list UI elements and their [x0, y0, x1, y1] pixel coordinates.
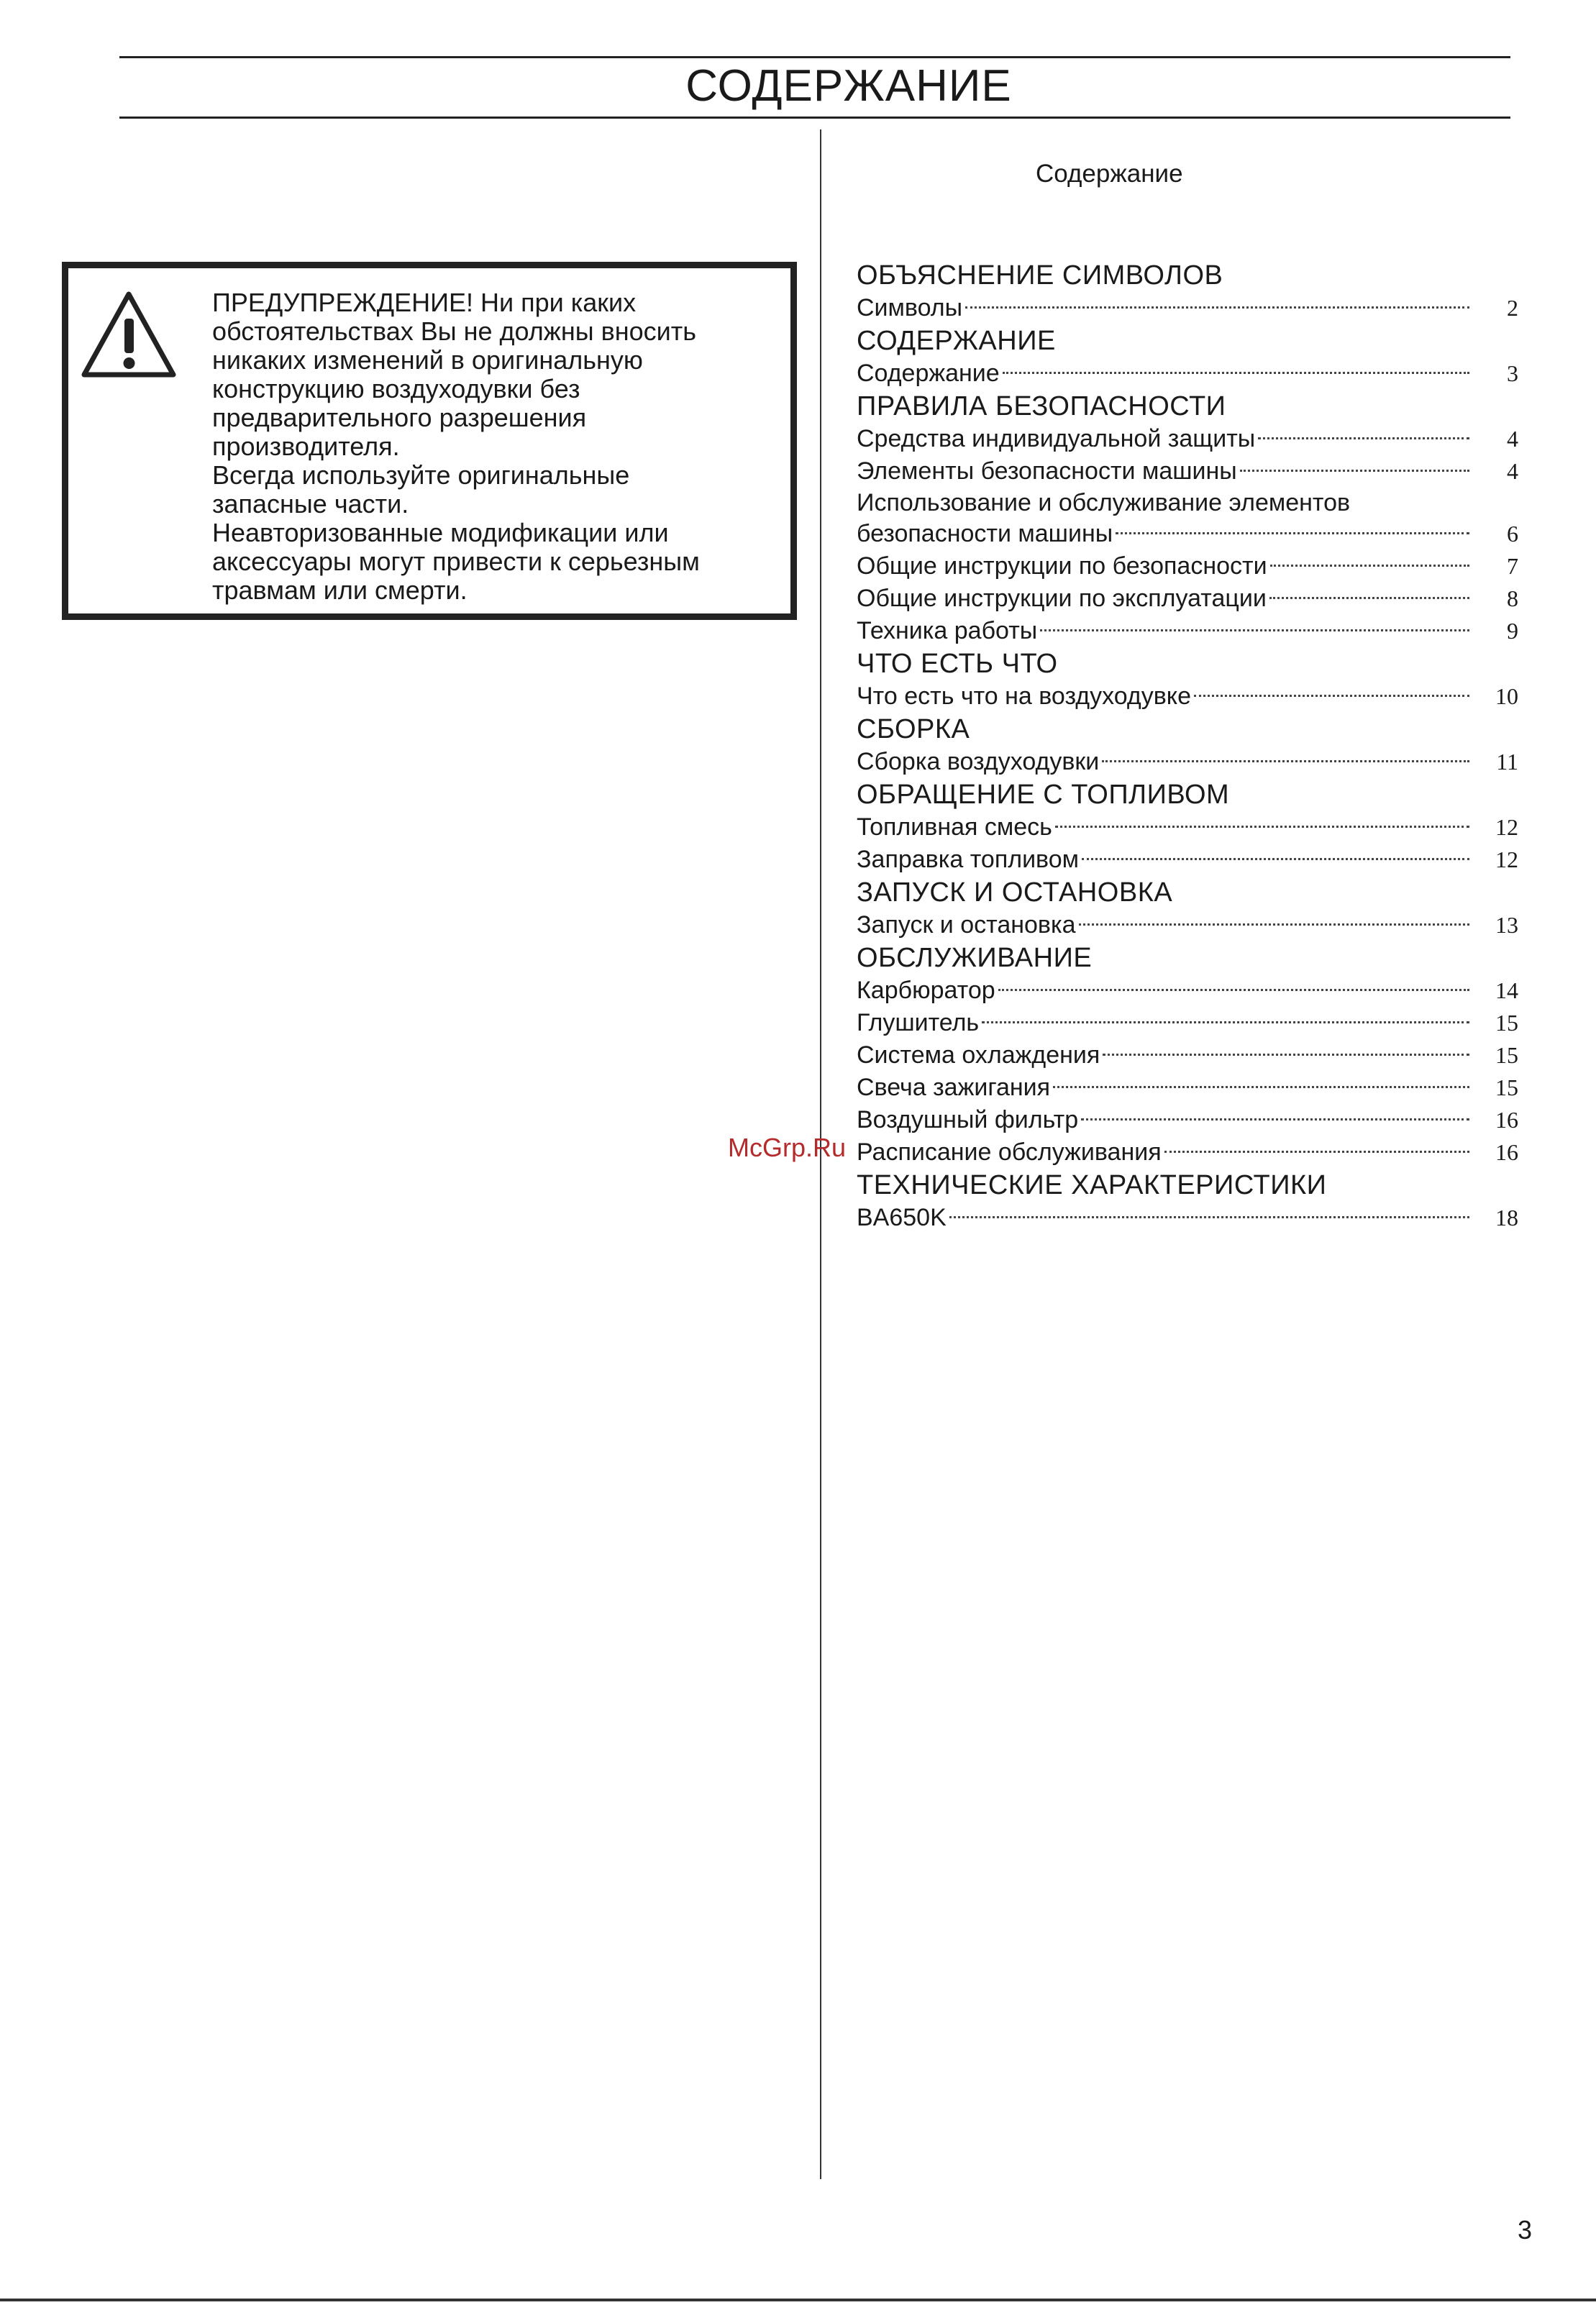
toc-entry-page: 18 — [1495, 1205, 1518, 1231]
toc-entry-page: 4 — [1507, 426, 1518, 452]
warning-line: никаких изменений в оригинальную — [212, 345, 643, 375]
dot-leader — [1079, 923, 1469, 926]
warning-line: ПРЕДУПРЕЖДЕНИЕ! Ни при каких — [212, 288, 637, 317]
toc-section-heading: ОБРАЩЕНИЕ С ТОПЛИВОМ — [857, 780, 1230, 810]
warning-line: обстоятельствах Вы не должны вносить — [212, 316, 696, 346]
toc-section-heading: ПРАВИЛА БЕЗОПАСНОСТИ — [857, 391, 1226, 421]
toc-entry-page: 12 — [1495, 814, 1518, 840]
toc-entry — [857, 518, 1518, 550]
warning-text — [212, 288, 788, 605]
dot-leader — [1164, 1151, 1469, 1153]
toc-entry — [857, 909, 1518, 941]
dot-leader — [1003, 372, 1469, 374]
toc-entry-label: Запуск и остановка — [857, 911, 1076, 939]
toc-entry-page: 10 — [1495, 683, 1518, 709]
dot-leader — [1116, 532, 1469, 534]
toc-entry-label: Средства индивидуальной защиты — [857, 425, 1256, 452]
toc-entry-page: 16 — [1495, 1107, 1518, 1133]
toc-entry-label: Карбюратор — [857, 977, 995, 1004]
toc-entry-label: BA650K — [857, 1204, 947, 1231]
warning-line: предварительного разрешения — [212, 403, 587, 432]
dot-leader — [1082, 858, 1469, 860]
dot-leader — [1102, 760, 1469, 762]
toc-entry-page: 12 — [1495, 846, 1518, 872]
toc-entry — [857, 455, 1518, 488]
dot-leader — [1269, 597, 1469, 599]
toc-entry — [857, 811, 1518, 844]
toc-entry — [857, 1039, 1518, 1072]
toc-entry — [857, 1072, 1518, 1104]
toc-entry-page: 15 — [1495, 1074, 1518, 1100]
toc-entry-page: 8 — [1507, 585, 1518, 611]
toc-entry — [857, 357, 1518, 390]
watermark: McGrp.Ru — [728, 1133, 847, 1162]
toc-entry — [857, 1136, 1518, 1169]
dot-leader — [949, 1216, 1469, 1218]
dot-leader — [1040, 629, 1469, 631]
toc-entry-label: Глушитель — [857, 1009, 980, 1036]
toc-entry-label: Свеча зажигания — [857, 1074, 1051, 1101]
toc-entry — [857, 1202, 1518, 1234]
toc-entry-page: 3 — [1507, 360, 1518, 386]
dot-leader — [1258, 437, 1469, 439]
toc-entry-label: безопасности машины — [857, 520, 1113, 547]
warning-line: Всегда используйте оригинальные — [212, 460, 630, 490]
page-title: СОДЕРЖАНИЕ — [685, 61, 1012, 111]
warning-line: производителя. — [212, 432, 400, 461]
warning-line: конструкцию воздуходувки без — [212, 374, 580, 403]
toc-entry — [857, 746, 1518, 778]
toc-entry-label: Техника работы — [857, 617, 1038, 644]
toc-section-heading: ЗАПУСК И ОСТАНОВКА — [857, 877, 1173, 908]
toc-entry — [857, 615, 1518, 647]
toc-entry-label-line: Использование и обслуживание элементов — [857, 489, 1351, 516]
toc-entry — [857, 292, 1518, 324]
dot-leader — [1081, 1118, 1469, 1120]
toc-entry-label: Заправка топливом — [857, 846, 1080, 873]
toc-entry-page: 15 — [1495, 1042, 1518, 1068]
dot-leader — [1240, 470, 1469, 472]
dot-leader — [965, 306, 1469, 309]
toc-entry-page: 6 — [1507, 521, 1518, 547]
bottom-rule — [0, 2299, 1596, 2301]
toc-section-heading: СБОРКА — [857, 714, 970, 744]
toc-section-heading: СОДЕРЖАНИЕ — [857, 326, 1056, 356]
warning-line: Неавторизованные модификации или — [212, 518, 669, 547]
toc-entry-label: Содержание — [857, 360, 1000, 387]
dot-leader — [1270, 565, 1469, 567]
toc-caption: Содержание — [1036, 160, 1183, 188]
toc-entry-page: 13 — [1495, 912, 1518, 938]
warning-triangle-icon — [78, 288, 179, 382]
toc-entry — [857, 423, 1518, 455]
title-underline-rule — [119, 117, 1510, 119]
toc-entry — [857, 1007, 1518, 1039]
toc-entry-label: Элементы безопасности машины — [857, 457, 1237, 485]
toc-entry-page: 16 — [1495, 1139, 1518, 1165]
dot-leader — [1103, 1054, 1469, 1056]
warning-box — [62, 262, 797, 620]
toc-section-heading: ЧТО ЕСТЬ ЧТО — [857, 649, 1058, 679]
top-rule — [119, 56, 1510, 58]
dot-leader — [982, 1021, 1469, 1023]
toc-entry-label: Расписание обслуживания — [857, 1138, 1162, 1166]
toc-entry — [857, 680, 1518, 713]
toc-section-heading: ТЕХНИЧЕСКИЕ ХАРАКТЕРИСТИКИ — [857, 1170, 1327, 1200]
dot-leader — [1053, 1086, 1469, 1088]
toc-entry-label: Символы — [857, 294, 963, 321]
dot-leader — [998, 989, 1469, 991]
warning-line: травмам или смерти. — [212, 575, 468, 605]
toc-section-heading: ОБЪЯСНЕНИЕ СИМВОЛОВ — [857, 260, 1223, 291]
toc-entry-page: 15 — [1495, 1010, 1518, 1036]
toc-entry-label: Что есть что на воздуходувке — [857, 683, 1191, 710]
toc-entry-label: Топливная смесь — [857, 813, 1052, 841]
toc-entry-label: Общие инструкции по безопасности — [857, 552, 1267, 580]
toc-entry-page: 11 — [1496, 749, 1518, 775]
table-of-contents — [857, 259, 1518, 1234]
dot-leader — [1194, 695, 1469, 697]
toc-entry-page: 7 — [1507, 553, 1518, 579]
toc-entry-page: 2 — [1507, 295, 1518, 321]
warning-line: запасные части. — [212, 489, 409, 519]
toc-entry — [857, 550, 1518, 583]
toc-section-heading: ОБСЛУЖИВАНИЕ — [857, 943, 1093, 973]
toc-entry — [857, 583, 1518, 615]
warning-line: аксессуары могут привести к серьезным — [212, 547, 700, 576]
toc-entry-label: Система охлаждения — [857, 1041, 1100, 1069]
toc-entry-label: Сборка воздуходувки — [857, 748, 1100, 775]
toc-entry — [857, 844, 1518, 876]
toc-entry-page: 4 — [1507, 458, 1518, 484]
toc-entry-label: Общие инструкции по эксплуатации — [857, 585, 1267, 612]
page-number: 3 — [1518, 2215, 1533, 2245]
toc-entry — [857, 975, 1518, 1007]
toc-entry-page: 14 — [1495, 977, 1518, 1003]
toc-entry-label: Воздушный фильтр — [857, 1106, 1079, 1133]
dot-leader — [1055, 826, 1469, 828]
toc-entry — [857, 1104, 1518, 1136]
toc-entry-page: 9 — [1507, 618, 1518, 644]
